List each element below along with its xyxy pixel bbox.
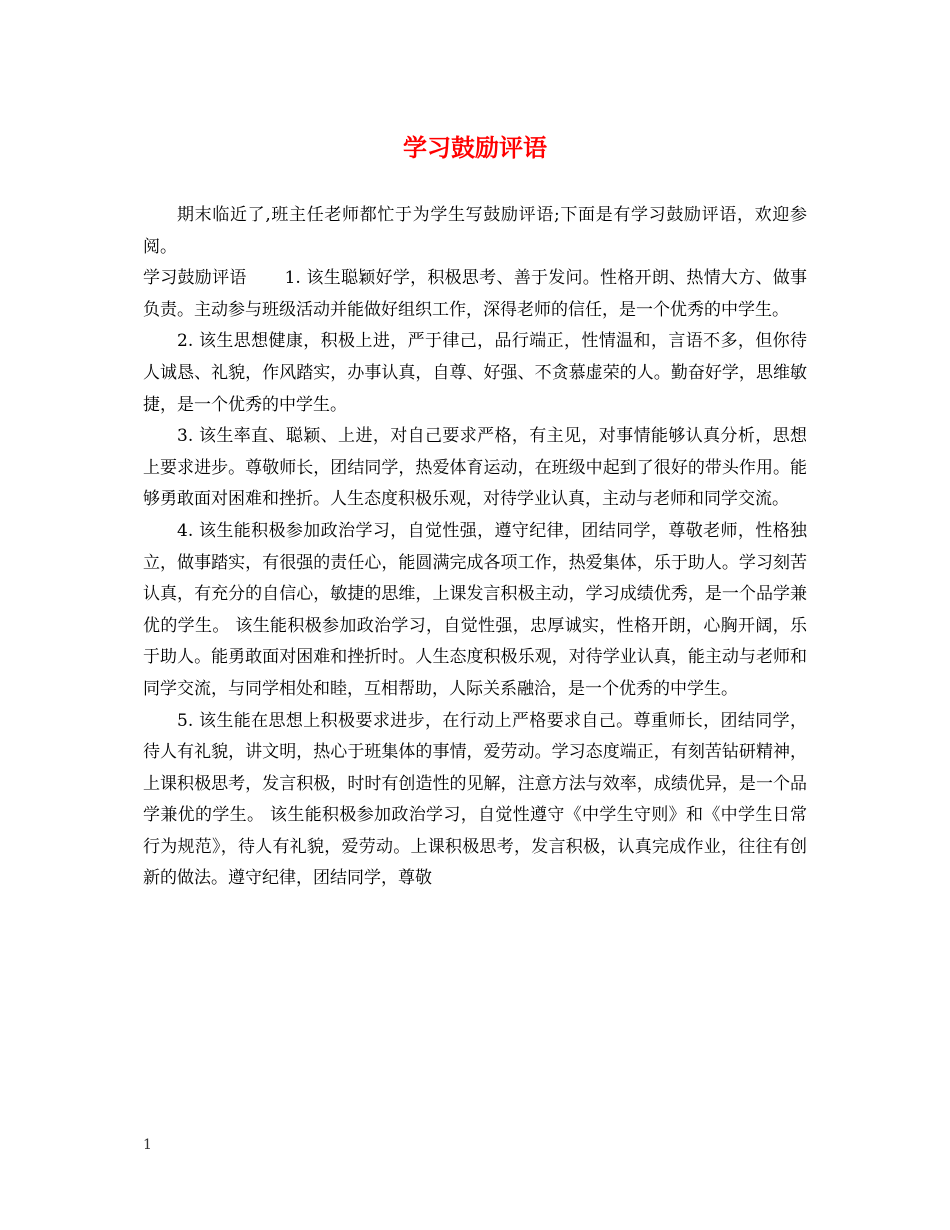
intro-paragraph: 期末临近了,班主任老师都忙于为学生写鼓励评语;下面是有学习鼓励评语，欢迎参阅。 [143, 205, 807, 257]
paragraph-1 [143, 263, 807, 326]
paragraph-2: 2. 该生思想健康，积极上进，严于律己，品行端正，性情温和，言语不多，但你待人诚恳、礼貌，作风踏实，办事认真，自尊、好强、不贪慕虚荣的人。勤奋好学，思维敏捷，是一个优秀的中学生。 [143, 331, 807, 415]
paragraph-4: 4. 该生能积极参加政治学习，自觉性强，遵守纪律，团结同学，尊敬老师，性格独立，做事踏实，有很强的责任心，能圆满完成各项工作，热爱集体，乐于助人。学习刻苦认真，有充分的自信心，敏捷的思维，上课发言积极主动，学习成绩优秀，是一个品学兼优的学生。 该生能积极参加政治学习，自觉性强，忠厚诚实，性格开朗，心胸开阔，乐于助人。能勇敢面对困难和挫折时。人生态度积极乐观，对待学业认真，能主动与老师和同学交流，与同学相处和睦，互相帮助，人际关系融洽，是一个优秀的中学生。 [143, 520, 807, 699]
paragraph-5: 5. 该生能在思想上积极要求进步，在行动上严格要求自己。尊重师长，团结同学，待人有礼貌，讲文明，热心于班集体的事情，爱劳动。学习态度端正，有刻苦钻研精神，上课积极思考，发言积极，时时有创造性的见解，注意方法与效率，成绩优异，是一个品学兼优的学生。 该生能积极参加政治学习，自觉性遵守《中学生守则》和《中学生日常行为规范》，待人有礼貌，爱劳动。上课积极思考，发言积极，认真完成作业，往往有创新的做法。遵守纪律，团结同学，尊敬 [143, 710, 807, 889]
document-title: 学习鼓励评语 [403, 133, 547, 162]
paragraph-3: 3. 该生率直、聪颖、上进，对自己要求严格，有主见，对事情能够认真分析，思想上要求进步。尊敬师长，团结同学，热爱体育运动，在班级中起到了很好的带头作用。能够勇敢面对困难和挫折。人生态度积极乐观，对待学业认真，主动与老师和同学交流。 [143, 426, 807, 510]
document-body [143, 200, 807, 895]
page-number: 1 [143, 1137, 152, 1153]
section-label: 学习鼓励评语 [143, 268, 247, 289]
paragraph-1-text: 1. 该生聪颖好学，积极思考、善于发问。性格开朗、热情大方、做事负责。主动参与班级活动并能做好组织工作，深得老师的信任，是一个优秀的中学生。 [143, 268, 807, 320]
